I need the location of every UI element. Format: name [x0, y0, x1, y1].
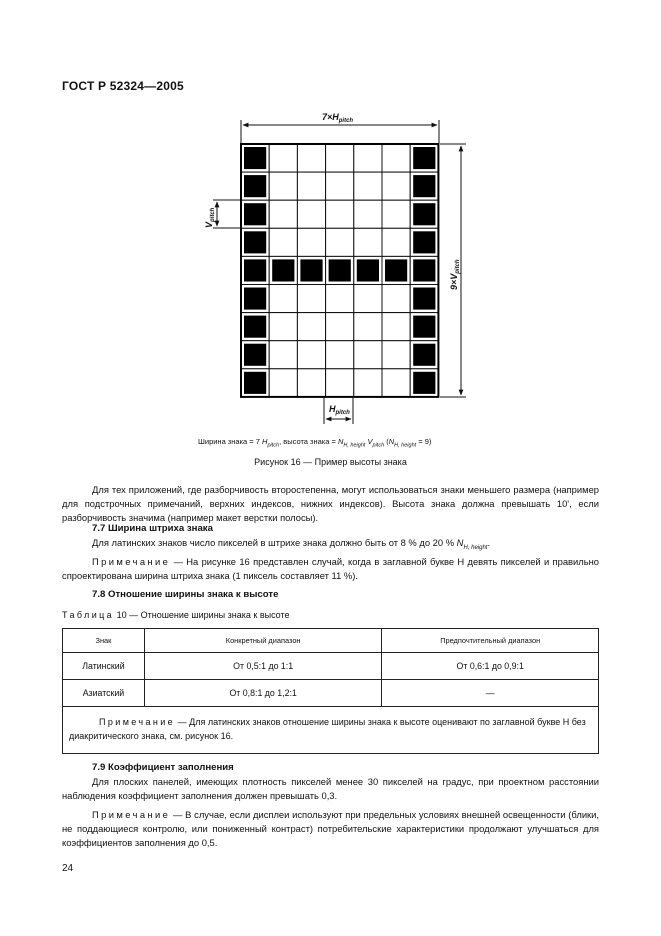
grid-cell [354, 144, 382, 172]
column-header: Знак [63, 629, 145, 653]
filled-pixel [244, 372, 266, 394]
grid-cell [326, 200, 354, 228]
grid-cell [269, 144, 297, 172]
filled-pixel [244, 344, 266, 366]
section-7-9-note: Примечание — В случае, если дисплеи используют при предельных условиях внешней освещенности (блики, не поддающиеся контролю, или пониженный контраст) потребительские характеристики продолжают улучшаться для коэффициентов заполнения до 0,5. [62, 809, 599, 848]
filled-pixel [413, 259, 435, 281]
grid-cell [354, 369, 382, 397]
page-number: 24 [62, 863, 74, 874]
figure-16 [0, 0, 661, 440]
grid-cell [297, 144, 325, 172]
grid-cell [382, 200, 410, 228]
grid-cell [326, 228, 354, 256]
grid-cell [382, 144, 410, 172]
page-header: ГОСТ Р 52324—2005 [62, 79, 184, 93]
filled-pixel [244, 316, 266, 338]
grid-cell [297, 228, 325, 256]
filled-pixel [244, 231, 266, 253]
section-7-9-heading: 7.9 Коэффициент заполнения [92, 762, 234, 773]
grid-cell [269, 228, 297, 256]
grid-cell [382, 369, 410, 397]
section-7-9-text: Для плоских панелей, имеющих плотность пикселей менее 30 пикселей на градус, при проектном расстоянии наблюдения коэффициент заполнения должен превышать 0,3. [62, 776, 599, 801]
table-note-row [63, 707, 599, 754]
filled-pixel [385, 259, 407, 281]
filled-pixel [329, 259, 351, 281]
paragraph-legibility: Для тех приложений, где разборчивость второстепенна, могут использоваться знаки меньшего размера (например для подстрочных примечаний, верхних индексов, нижних индексов). Высота знака должна превышать 10', если разборчивость значима (например макет верстки полосы). [62, 484, 599, 523]
table-cell: — [382, 680, 599, 707]
section-7-7-note: Примечание — На рисунке 16 представлен случай, когда в заглавной букве H девять пикселей и правильно спроектирована ширина штриха знака (1 пиксель составляет 11 %). [62, 556, 599, 581]
right-dimension-label: $9\times V_{pitch}$ [449, 259, 461, 290]
grid-cell [354, 313, 382, 341]
grid-cell [269, 341, 297, 369]
filled-pixel [413, 231, 435, 253]
grid-cell [297, 285, 325, 313]
filled-pixel [357, 259, 379, 281]
column-header: Конкретный диапазон [144, 629, 381, 653]
grid-cell [354, 341, 382, 369]
section-7-7-heading: 7.7 Ширина штриха знака [92, 523, 213, 534]
filled-pixel [244, 175, 266, 197]
table-row [63, 653, 599, 680]
grid-cell [326, 313, 354, 341]
top-dimension-label: $7\times H_{pitch}$ [322, 112, 354, 124]
grid-cell [269, 313, 297, 341]
filled-pixel [413, 147, 435, 169]
table-note: Примечание — Для латинских знаков отношение ширины знака к высоте оценивают по заглавной букве H без диакритического знака, см. рисунок 16. [63, 707, 599, 754]
section-7-7-text: Для латинских знаков число пикселей в штрихе знака должно быть от 8 % до 20 % $N_{H, height}$. [92, 537, 491, 551]
filled-pixel [413, 288, 435, 310]
grid-cell [326, 341, 354, 369]
bottom-dimension-label: $H_{pitch}$ [329, 404, 350, 416]
filled-pixel [413, 372, 435, 394]
filled-pixel [413, 203, 435, 225]
table-cell: Азиатский [63, 680, 145, 707]
grid-cell [326, 369, 354, 397]
table-row [63, 680, 599, 707]
section-7-8-heading: 7.8 Отношение ширины знака к высоте [92, 589, 279, 600]
figure-formula: Ширина знака = 7 $H_{pitch}$, высота знака = $N_{H, height}$ $V_{pitch}$ $(N_{H, height} = 9)$ [198, 437, 432, 449]
filled-pixel [413, 344, 435, 366]
grid-cell [382, 228, 410, 256]
grid-cell [354, 228, 382, 256]
table-10 [62, 628, 599, 754]
filled-pixel [413, 316, 435, 338]
grid-cell [297, 200, 325, 228]
table-cell: От 0,8:1 до 1,2:1 [144, 680, 381, 707]
grid-cell [354, 172, 382, 200]
grid-cell [297, 341, 325, 369]
grid-cell [382, 313, 410, 341]
table-cell: Латинский [63, 653, 145, 680]
filled-pixel [244, 259, 266, 281]
grid-cell [382, 172, 410, 200]
pixel-grid [241, 144, 438, 397]
left-dimension-label: $V_{pitch}$ [204, 207, 216, 228]
grid-cell [297, 369, 325, 397]
grid-cell [269, 369, 297, 397]
grid-cell [326, 285, 354, 313]
grid-cell [382, 285, 410, 313]
grid-cell [269, 285, 297, 313]
table-cell: От 0,5:1 до 1:1 [144, 653, 381, 680]
grid-cell [269, 200, 297, 228]
table-10-caption: Таблица 10 — Отношение ширины знака к высоте [62, 610, 290, 620]
grid-cell [382, 341, 410, 369]
column-header: Предпочтительный диапазон [382, 629, 599, 653]
filled-pixel [244, 288, 266, 310]
grid-cell [269, 172, 297, 200]
filled-pixel [244, 203, 266, 225]
grid-cell [354, 200, 382, 228]
figure-caption: Рисунок 16 — Пример высоты знака [254, 457, 407, 467]
filled-pixel [300, 259, 322, 281]
grid-cell [326, 144, 354, 172]
filled-pixel [413, 175, 435, 197]
filled-pixel [272, 259, 294, 281]
grid-cell [297, 172, 325, 200]
grid-cell [326, 172, 354, 200]
filled-pixel [244, 147, 266, 169]
grid-cell [354, 285, 382, 313]
grid-cell [297, 313, 325, 341]
table-cell: От 0,6:1 до 0,9:1 [382, 653, 599, 680]
table-header-row [63, 629, 599, 653]
